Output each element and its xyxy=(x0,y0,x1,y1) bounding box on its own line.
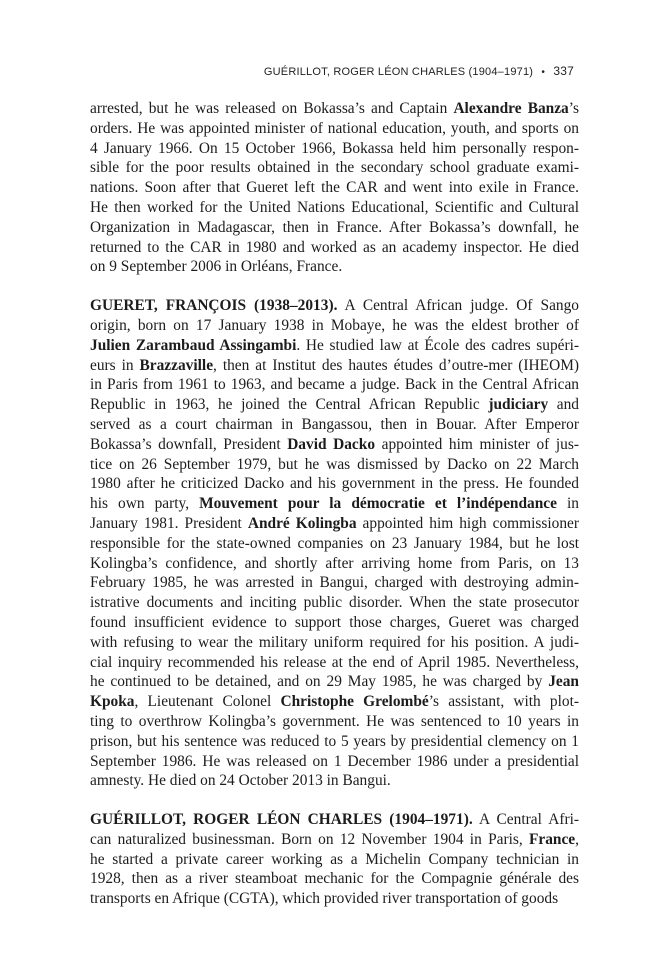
bold-term: Jean xyxy=(548,673,579,691)
text-line xyxy=(90,672,579,692)
text-line xyxy=(90,514,579,534)
text-line xyxy=(90,336,579,356)
text-line xyxy=(90,435,579,455)
text-line xyxy=(90,633,579,653)
text-line xyxy=(90,593,579,613)
entry-gueret-francois xyxy=(90,296,579,791)
text-run: his own party, xyxy=(90,495,200,513)
text-line xyxy=(90,830,579,850)
text-line xyxy=(90,316,579,336)
bold-term: David Dacko xyxy=(287,435,376,453)
text-run: nations. Soon after that Gueret left the CAR and went into exile in France. xyxy=(90,179,579,197)
text-line xyxy=(90,119,579,139)
text-run: A Central African judge. Of Sango xyxy=(337,297,579,315)
text-run: returned to the CAR in 1980 and worked as an academy inspector. He died xyxy=(90,238,579,256)
text-run: with refusing to wear the military uniform required for his position. A judi- xyxy=(90,633,579,651)
text-line xyxy=(90,810,579,830)
bold-term: Alexandre Banza xyxy=(453,100,569,117)
bold-term: Kpoka xyxy=(90,693,135,711)
bold-term: André Kolingba xyxy=(247,514,357,532)
text-line xyxy=(90,198,579,218)
text-run: , xyxy=(575,830,579,848)
text-line xyxy=(90,534,579,554)
text-run: found insufficient evidence to support those charges, Gueret was charged xyxy=(90,613,579,631)
text-run: appointed him high commissioner xyxy=(356,514,579,532)
text-line xyxy=(90,771,579,791)
text-run: eurs in xyxy=(90,356,140,374)
text-line xyxy=(90,889,579,909)
text-line xyxy=(90,653,579,673)
running-head xyxy=(264,64,574,78)
text-run: istrative documents and inciting public disorder. When the state prosecutor xyxy=(90,594,579,612)
text-line xyxy=(90,257,579,277)
text-run: ’s xyxy=(568,100,579,117)
text-run: amnesty. He died on 24 October 2013 in Bangui. xyxy=(90,772,391,790)
bold-term: GUERET, FRANÇOIS (1938–2013). xyxy=(90,297,338,315)
text-line xyxy=(90,494,579,514)
text-run: February 1985, he was arrested in Bangui, charged with destroying admin- xyxy=(90,574,579,592)
entry-guerillot-roger xyxy=(90,810,579,909)
text-run: tice on 26 September 1979, but he was dismissed by Dacko on 22 March xyxy=(90,455,579,473)
page-number: 337 xyxy=(553,64,574,78)
bold-term: Mouvement pour la démocratie et l’indépendance xyxy=(199,495,557,513)
text-run: Kolingba’s confidence, and shortly after arriving home from Paris, on 13 xyxy=(90,554,579,572)
text-run: 1928, then as a river steamboat mechanic for the Compagnie générale des xyxy=(90,870,579,888)
bold-term: France xyxy=(528,830,576,848)
text-line xyxy=(90,474,579,494)
text-line xyxy=(90,732,579,752)
bold-term: Julien Zarambaud Assingambi xyxy=(90,336,297,354)
text-line xyxy=(90,455,579,475)
body-text xyxy=(90,99,579,909)
text-line xyxy=(90,238,579,258)
text-line xyxy=(90,158,579,178)
text-run: September 1986. He was released on 1 December 1986 under a presidential xyxy=(90,752,579,770)
text-line xyxy=(90,752,579,772)
text-run: in xyxy=(556,495,579,513)
text-run: and xyxy=(548,396,579,414)
text-line xyxy=(90,850,579,870)
text-line xyxy=(90,218,579,238)
text-line xyxy=(90,99,579,119)
bold-term: judiciary xyxy=(488,396,549,414)
text-run: arrested, but he was released on Bokassa’s and Captain xyxy=(90,100,454,117)
paragraph-continuation xyxy=(90,99,579,277)
text-run: A Central Afri- xyxy=(472,811,579,829)
bold-term: Christophe Grelombé xyxy=(280,693,429,711)
text-run: January 1981. President xyxy=(90,514,248,532)
text-line xyxy=(90,692,579,712)
text-run: in Paris from 1961 to 1963, and became a judge. Back in the Central African xyxy=(90,376,579,394)
text-run: Organization in Madagascar, then in France. After Bokassa’s downfall, he xyxy=(90,218,579,236)
bold-term: GUÉRILLOT, ROGER LÉON CHARLES (1904–1971). xyxy=(90,811,473,829)
running-title: GUÉRILLOT, ROGER LÉON CHARLES (1904–1971) xyxy=(263,66,534,78)
bullet-separator: • xyxy=(541,67,546,78)
text-run: origin, born on 17 January 1938 in Mobaye, he was the eldest brother of xyxy=(90,316,579,334)
text-line xyxy=(90,712,579,732)
text-line xyxy=(90,554,579,574)
text-run: 1980 after he criticized Dacko and his government in the press. He founded xyxy=(90,475,579,493)
text-run: transports en Afrique (CGTA), which provided river transportation of goods xyxy=(90,890,559,908)
text-run: responsible for the state-owned companies on 23 January 1984, but he lost xyxy=(90,534,579,552)
text-line xyxy=(90,869,579,889)
text-run: . He studied law at École des cadres supéri- xyxy=(296,336,579,354)
text-run: ting to overthrow Kolingba’s government. He was sentenced to 10 years in xyxy=(90,712,579,730)
text-line xyxy=(90,395,579,415)
text-run: Bokassa’s downfall, President xyxy=(90,435,288,453)
text-run: , then at Institut des hautes études d’outre-mer (IHEOM) xyxy=(213,356,579,374)
text-run: orders. He was appointed minister of national education, youth, and sports on xyxy=(90,119,579,137)
text-line xyxy=(90,415,579,435)
text-line xyxy=(90,178,579,198)
text-run: can naturalized businessman. Born on 12 November 1904 in Paris, xyxy=(90,830,529,848)
text-run: he continued to be detained, and on 29 May 1985, he was charged by xyxy=(90,673,549,691)
text-run: cial inquiry recommended his release at the end of April 1985. Nevertheless, xyxy=(90,653,579,671)
bold-term: Brazzaville xyxy=(139,356,214,374)
text-line xyxy=(90,356,579,376)
text-run: He then worked for the United Nations Educational, Scientific and Cultural xyxy=(90,198,579,216)
text-line xyxy=(90,613,579,633)
text-run: Republic in 1963, he joined the Central African Republic xyxy=(90,396,489,414)
text-run: on 9 September 2006 in Orléans, France. xyxy=(90,258,343,276)
text-line xyxy=(90,573,579,593)
text-run: , Lieutenant Colonel xyxy=(134,693,281,711)
text-run: sible for the poor results obtained in the secondary school graduate exami- xyxy=(90,159,579,177)
text-run: 4 January 1966. On 15 October 1966, Bokassa held him personally respon- xyxy=(90,139,579,157)
text-line xyxy=(90,375,579,395)
text-run: prison, but his sentence was reduced to 5 years by presidential clemency on 1 xyxy=(90,732,579,750)
text-run: appointed him minister of jus- xyxy=(375,435,579,453)
text-line xyxy=(90,139,579,159)
text-run: ’s assistant, with plot- xyxy=(428,693,579,711)
text-run: he started a private career working as a Michelin Company technician in xyxy=(90,850,579,868)
text-line xyxy=(90,296,579,316)
text-run: served as a court chairman in Bangassou, then in Bouar. After Emperor xyxy=(90,415,579,433)
